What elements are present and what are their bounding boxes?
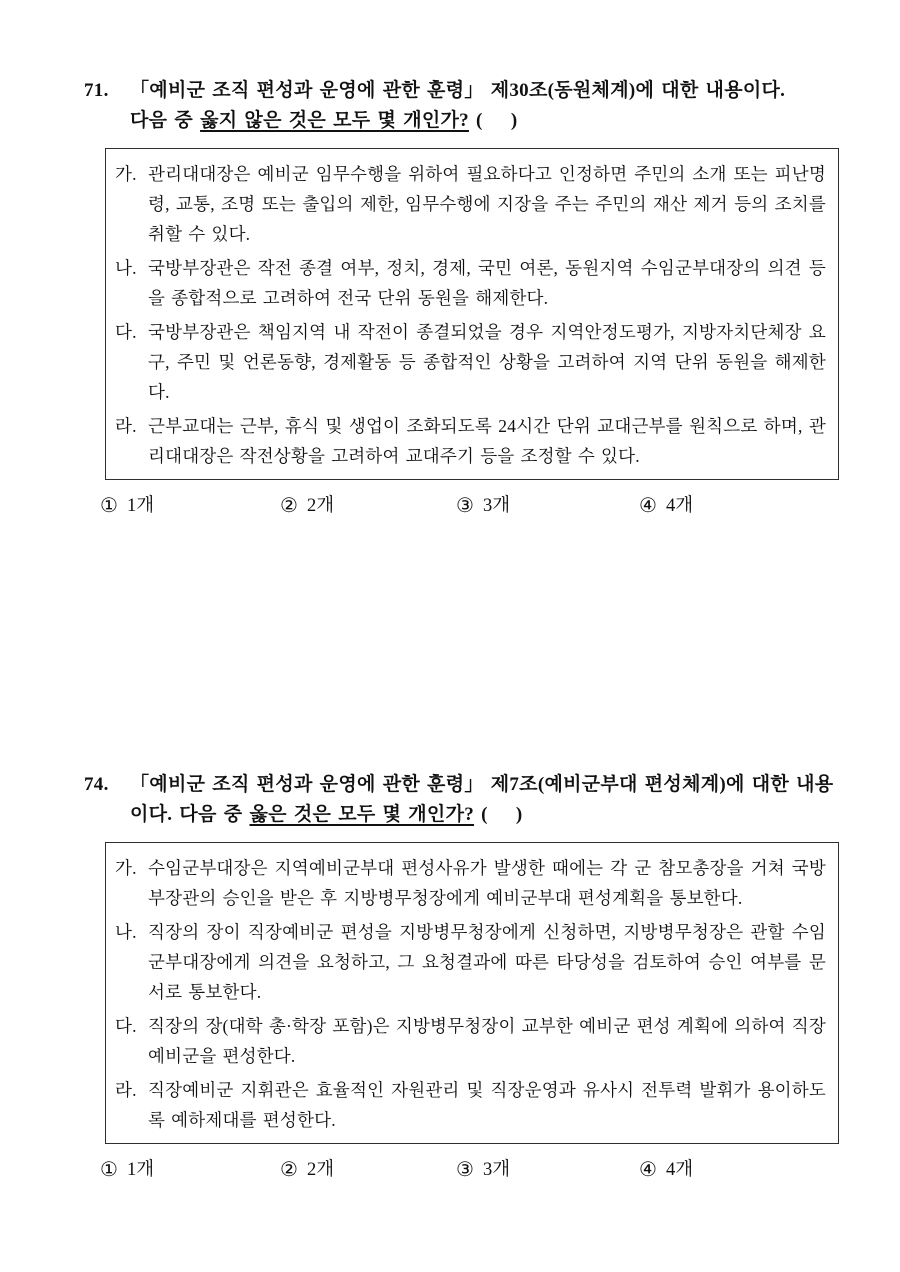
answer-blank-parens: ( ) — [474, 804, 523, 825]
title-prefix: 이다. 다음 중 — [130, 804, 250, 825]
choice-option-1[interactable] — [100, 1156, 280, 1184]
choice-option-3[interactable] — [456, 492, 639, 520]
list-item-na — [115, 917, 826, 1007]
choices-row — [100, 492, 900, 520]
item-label: 라. — [115, 416, 137, 436]
choice-marker: ② — [280, 1159, 298, 1181]
choice-label: 3개 — [482, 496, 511, 516]
choice-marker: ④ — [639, 1159, 657, 1181]
question-number: 71. — [84, 80, 109, 101]
item-text: 국방부장관은 작전 종결 여부, 정치, 경제, 국민 여론, 동원지역 수임군부대장의 의견 등을 종합적으로 고려하여 전국 단위 동원을 해제한다. — [148, 258, 826, 308]
question-items-box — [105, 148, 839, 480]
question-title-line1: 「예비군 조직 편성과 운영에 관한 훈령」 제7조(예비군부대 편성체계)에 대한 내용 — [130, 774, 834, 795]
choice-option-2[interactable] — [280, 492, 456, 520]
choice-label: 4개 — [665, 496, 694, 516]
item-text: 수임군부대장은 지역예비군부대 편성사유가 발생한 때에는 각 군 참모총장을 거쳐 국방부장관의 승인을 받은 후 지방병무청장에게 예비군부대 편성계획을 통보한다. — [148, 858, 826, 908]
list-item-ga — [115, 853, 826, 913]
question-title-line2 — [130, 106, 842, 136]
question-title — [130, 76, 842, 136]
item-label: 나. — [115, 258, 137, 278]
item-text: 직장의 장이 직장예비군 편성을 지방병무청장에게 신청하면, 지방병무청장은 관할 수임군부대장에게 의견을 요청하고, 그 요청결과에 따른 타당성을 검토하여 승인 여부를 문서로 통보한다. — [148, 922, 826, 1002]
choice-marker: ① — [100, 495, 118, 517]
item-label: 나. — [115, 922, 137, 942]
question-block-74 — [0, 770, 900, 1184]
question-title-line1: 「예비군 조직 편성과 운영에 관한 훈령」 제30조(동원체계)에 대한 내용이다. — [130, 80, 786, 101]
item-text: 국방부장관은 책임지역 내 작전이 종결되었을 경우 지역안정도평가, 지방자치단체장 요구, 주민 및 언론동향, 경제활동 등 종합적인 상황을 고려하여 지역 단위 동원을 해제한다. — [148, 322, 826, 402]
choice-label: 1개 — [126, 1160, 155, 1180]
choice-option-1[interactable] — [100, 492, 280, 520]
title-underlined-text: 옳은 것은 모두 몇 개인가? — [249, 804, 475, 825]
list-item-da — [115, 1011, 826, 1071]
choice-marker: ② — [280, 495, 298, 517]
list-item-da — [115, 317, 826, 407]
choices-row — [100, 1156, 900, 1184]
question-header — [0, 76, 900, 136]
item-text: 직장예비군 지휘관은 효율적인 자원관리 및 직장운영과 유사시 전투력 발휘가 용이하도록 예하제대를 편성한다. — [148, 1080, 826, 1130]
item-label: 다. — [115, 322, 137, 342]
choice-option-4[interactable] — [639, 1156, 900, 1184]
title-underlined-text: 옳지 않은 것은 모두 몇 개인가? — [200, 110, 469, 131]
choice-label: 2개 — [306, 1160, 335, 1180]
choice-label: 3개 — [482, 1160, 511, 1180]
list-item-ga — [115, 159, 826, 249]
choice-marker: ③ — [456, 495, 474, 517]
item-text: 관리대대장은 예비군 임무수행을 위하여 필요하다고 인정하면 주민의 소개 또는 피난명령, 교통, 조명 또는 출입의 제한, 임무수행에 지장을 주는 주민의 재산 제거 등의 조치를 취할 수 있다. — [148, 164, 826, 244]
choice-marker: ④ — [639, 495, 657, 517]
item-label: 가. — [115, 164, 137, 184]
question-title — [130, 770, 842, 830]
choice-option-2[interactable] — [280, 1156, 456, 1184]
choice-marker: ③ — [456, 1159, 474, 1181]
item-text: 근부교대는 근부, 휴식 및 생업이 조화되도록 24시간 단위 교대근부를 원칙으로 하며, 관리대대장은 작전상황을 고려하여 교대주기 등을 조정할 수 있다. — [148, 416, 826, 466]
question-header — [0, 770, 900, 830]
item-label: 가. — [115, 858, 137, 878]
list-item-ra — [115, 411, 826, 471]
list-item-na — [115, 253, 826, 313]
question-items-box — [105, 842, 839, 1144]
item-label: 다. — [115, 1016, 137, 1036]
choice-marker: ① — [100, 1159, 118, 1181]
choice-label: 2개 — [306, 496, 335, 516]
question-number: 74. — [84, 774, 109, 795]
question-title-line2 — [130, 800, 842, 830]
answer-blank-parens: ( ) — [468, 110, 518, 131]
choice-option-3[interactable] — [456, 1156, 639, 1184]
choice-option-4[interactable] — [639, 492, 900, 520]
title-prefix: 다음 중 — [130, 110, 201, 131]
item-text: 직장의 장(대학 총·학장 포함)은 지방병무청장이 교부한 예비군 편성 계획에 의하여 직장예비군을 편성한다. — [148, 1016, 826, 1066]
question-block-71 — [0, 76, 900, 520]
item-label: 라. — [115, 1080, 137, 1100]
choice-label: 1개 — [126, 496, 155, 516]
list-item-ra — [115, 1075, 826, 1135]
choice-label: 4개 — [665, 1160, 694, 1180]
